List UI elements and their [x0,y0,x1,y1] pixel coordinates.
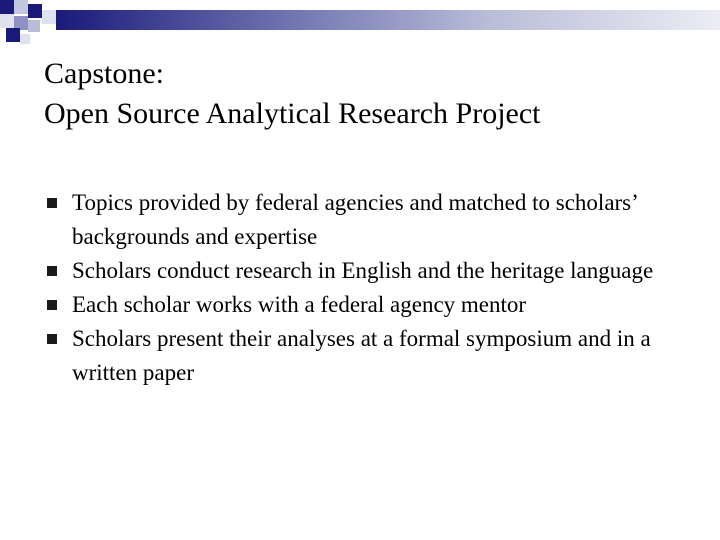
square-bullet-icon [47,334,57,344]
square-bullet-icon [47,300,57,310]
bullet-list [44,186,684,390]
slide-title [44,54,684,134]
square-bullet-icon [47,266,57,276]
bullet-text: Topics provided by federal agencies and matched to scholars’ backgrounds and expertise [72,190,638,249]
bullet-text: Scholars present their analyses at a formal symposium and in a written paper [72,326,651,385]
bullet-text: Each scholar works with a federal agency mentor [72,292,527,317]
square-bullet-icon [47,198,57,208]
title-line-1: Capstone: [44,57,164,90]
header-gradient-bar [56,10,720,30]
bullet-item [44,288,684,322]
title-line-2: Open Source Analytical Research Project [44,97,541,130]
bullet-item [44,186,684,254]
bullet-item [44,254,684,288]
bullet-text: Scholars conduct research in English and the heritage language [72,258,654,283]
bullet-item [44,322,684,390]
